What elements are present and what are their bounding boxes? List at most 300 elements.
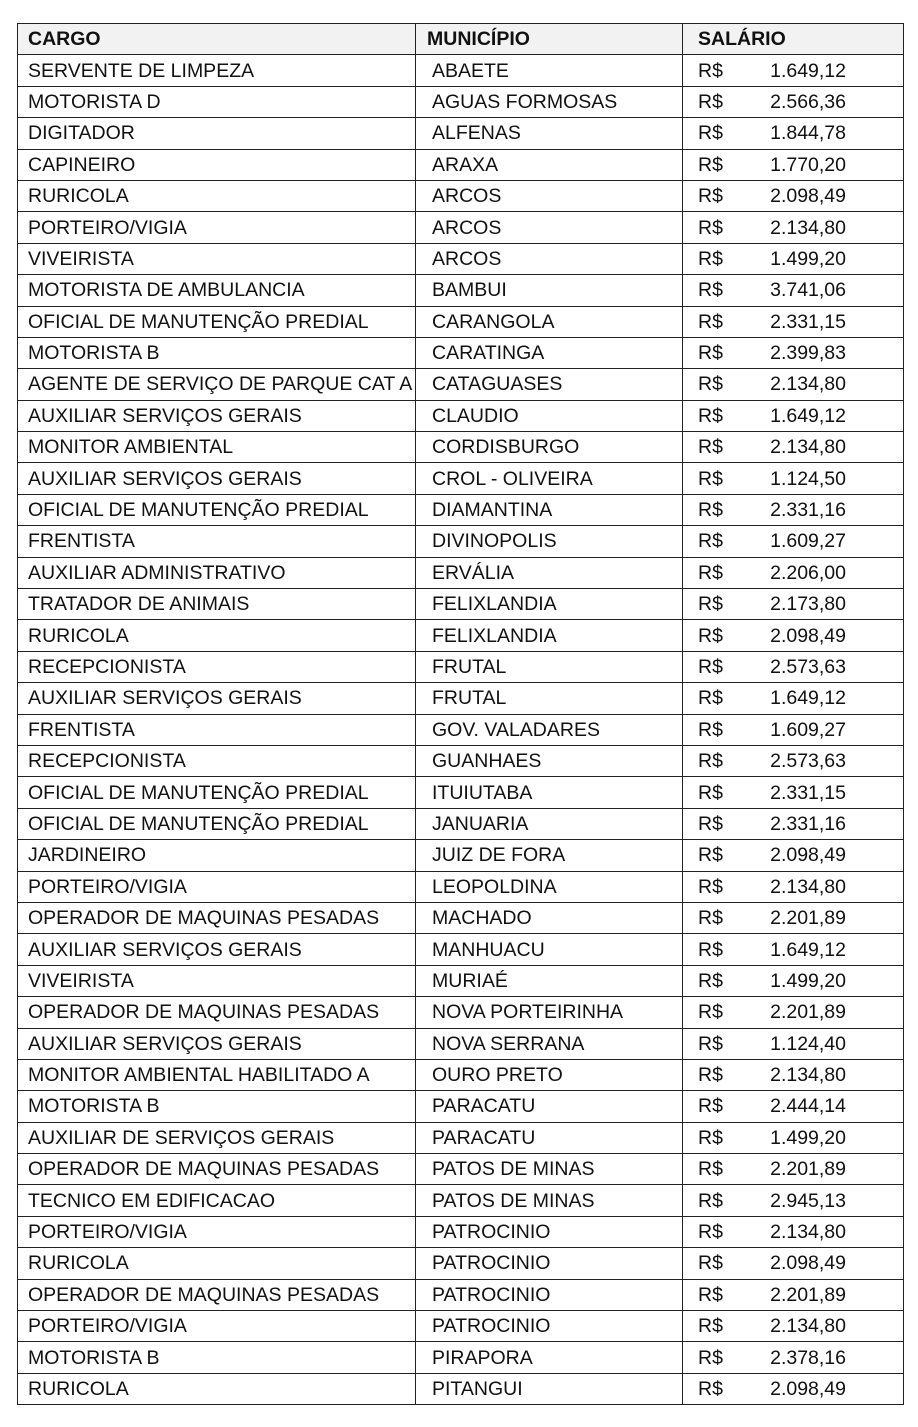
salary-amount: 1.844,78: [770, 122, 846, 145]
cell-municipio: ALFENAS: [416, 118, 683, 149]
salary-amount: 2.201,89: [770, 907, 846, 930]
cell-salario: [683, 526, 904, 557]
cell-municipio: GUANHAES: [416, 745, 683, 776]
cell-municipio: CATAGUASES: [416, 369, 683, 400]
cell-cargo: CAPINEIRO: [18, 149, 416, 180]
salary-value-group: [698, 432, 846, 462]
table-row: [18, 55, 904, 86]
salary-amount: 2.098,49: [770, 1377, 846, 1400]
salary-amount: 2.173,80: [770, 593, 846, 616]
cell-municipio: PATROCINIO: [416, 1248, 683, 1279]
salary-amount: 2.331,16: [770, 499, 846, 522]
currency-symbol: R$: [698, 656, 723, 678]
cell-salario: [683, 934, 904, 965]
cell-salario: [683, 714, 904, 745]
table-row: [18, 86, 904, 117]
salary-value-group: [698, 683, 846, 713]
salary-amount: 1.649,12: [770, 687, 846, 710]
salary-value-group: [698, 338, 846, 368]
salary-value-group: [698, 746, 846, 776]
cell-salario: [683, 808, 904, 839]
currency-symbol: R$: [698, 844, 723, 867]
currency-symbol: R$: [698, 1283, 723, 1306]
cell-municipio: NOVA SERRANA: [416, 1028, 683, 1059]
salary-value-group: [698, 464, 846, 494]
cell-salario: [683, 1059, 904, 1090]
cell-salario: [683, 683, 904, 714]
salary-value-group: [698, 809, 846, 839]
cell-municipio: CROL - OLIVEIRA: [416, 463, 683, 494]
salary-amount: 2.098,49: [770, 844, 846, 867]
salary-amount: 2.134,80: [770, 373, 846, 396]
currency-symbol: R$: [698, 875, 723, 898]
table-row: [18, 1373, 904, 1404]
cell-salario: [683, 1091, 904, 1122]
currency-symbol: R$: [698, 1001, 723, 1024]
cell-salario: [683, 745, 904, 776]
salary-amount: 2.201,89: [770, 1001, 846, 1024]
table-header: [18, 24, 904, 55]
cell-municipio: CLAUDIO: [416, 400, 683, 431]
currency-symbol: R$: [698, 1158, 723, 1181]
salary-value-group: [698, 1343, 846, 1373]
table-row: [18, 149, 904, 180]
salary-table: [17, 23, 904, 1405]
cell-salario: [683, 337, 904, 368]
table-row: [18, 965, 904, 996]
salary-value-group: [698, 150, 846, 180]
cell-salario: [683, 1185, 904, 1216]
table-row: [18, 432, 904, 463]
currency-symbol: R$: [698, 530, 723, 553]
cell-salario: [683, 1373, 904, 1404]
cell-municipio: DIAMANTINA: [416, 494, 683, 525]
cell-municipio: PARACATU: [416, 1091, 683, 1122]
currency-symbol: R$: [698, 969, 723, 992]
cell-cargo: JARDINEIRO: [18, 840, 416, 871]
cell-municipio: PARACATU: [416, 1122, 683, 1153]
table-row: [18, 1248, 904, 1279]
cell-salario: [683, 902, 904, 933]
cell-cargo: RURICOLA: [18, 180, 416, 211]
cell-salario: [683, 651, 904, 682]
cell-cargo: PORTEIRO/VIGIA: [18, 1311, 416, 1342]
header-municipio: MUNICÍPIO: [416, 24, 683, 55]
cell-cargo: DIGITADOR: [18, 118, 416, 149]
table-row: [18, 306, 904, 337]
table-row: [18, 745, 904, 776]
cell-salario: [683, 777, 904, 808]
cell-salario: [683, 275, 904, 306]
cell-cargo: AUXILIAR SERVIÇOS GERAIS: [18, 463, 416, 494]
salary-value-group: [698, 275, 846, 305]
cell-cargo: TRATADOR DE ANIMAIS: [18, 589, 416, 620]
salary-value-group: [698, 1374, 846, 1404]
cell-municipio: CARANGOLA: [416, 306, 683, 337]
table-row: [18, 180, 904, 211]
cell-cargo: RURICOLA: [18, 1248, 416, 1279]
table-row: [18, 1154, 904, 1185]
cell-municipio: DIVINOPOLIS: [416, 526, 683, 557]
salary-amount: 2.945,13: [770, 1189, 846, 1212]
cell-municipio: LEOPOLDINA: [416, 871, 683, 902]
table-row: [18, 683, 904, 714]
currency-symbol: R$: [698, 1377, 723, 1400]
cell-municipio: ARCOS: [416, 180, 683, 211]
table-row: [18, 400, 904, 431]
table-row: [18, 494, 904, 525]
salary-amount: 2.098,49: [770, 1252, 846, 1275]
table-row: [18, 871, 904, 902]
currency-symbol: R$: [698, 59, 723, 82]
salary-value-group: [698, 1060, 846, 1090]
table-row: [18, 1342, 904, 1373]
cell-salario: [683, 369, 904, 400]
cell-cargo: OFICIAL DE MANUTENÇÃO PREDIAL: [18, 494, 416, 525]
currency-symbol: R$: [698, 1095, 723, 1118]
cell-salario: [683, 1311, 904, 1342]
salary-amount: 2.206,00: [770, 561, 846, 584]
salary-amount: 2.134,80: [770, 1315, 846, 1338]
cell-municipio: ARAXA: [416, 149, 683, 180]
salary-amount: 2.098,49: [770, 185, 846, 208]
currency-symbol: R$: [698, 1315, 723, 1338]
currency-symbol: R$: [698, 499, 723, 522]
salary-value-group: [698, 181, 846, 211]
salary-amount: 1.770,20: [770, 153, 846, 176]
table-row: [18, 934, 904, 965]
currency-symbol: R$: [698, 122, 723, 145]
salary-amount: 2.566,36: [770, 90, 846, 113]
salary-amount: 2.399,83: [770, 342, 846, 365]
cell-cargo: SERVENTE DE LIMPEZA: [18, 55, 416, 86]
cell-salario: [683, 557, 904, 588]
cell-cargo: PORTEIRO/VIGIA: [18, 212, 416, 243]
salary-amount: 2.201,89: [770, 1283, 846, 1306]
table-row: [18, 651, 904, 682]
salary-amount: 2.201,89: [770, 1158, 846, 1181]
cell-cargo: PORTEIRO/VIGIA: [18, 1216, 416, 1247]
cell-cargo: MONITOR AMBIENTAL HABILITADO A: [18, 1059, 416, 1090]
cell-municipio: ARCOS: [416, 243, 683, 274]
salary-value-group: [698, 213, 846, 243]
salary-value-group: [698, 778, 846, 808]
salary-value-group: [698, 56, 846, 86]
currency-symbol: R$: [698, 624, 723, 647]
cell-salario: [683, 55, 904, 86]
salary-value-group: [698, 307, 846, 337]
salary-value-group: [698, 903, 846, 933]
salary-value-group: [698, 558, 846, 588]
cell-municipio: PATROCINIO: [416, 1279, 683, 1310]
cell-municipio: PATOS DE MINAS: [416, 1185, 683, 1216]
cell-salario: [683, 463, 904, 494]
currency-symbol: R$: [698, 467, 723, 490]
table-row: [18, 902, 904, 933]
cell-cargo: OFICIAL DE MANUTENÇÃO PREDIAL: [18, 306, 416, 337]
salary-amount: 2.134,80: [770, 1064, 846, 1087]
cell-municipio: MURIAÉ: [416, 965, 683, 996]
cell-salario: [683, 1028, 904, 1059]
salary-value-group: [698, 1029, 846, 1059]
table-row: [18, 557, 904, 588]
salary-amount: 1.649,12: [770, 59, 846, 82]
cell-salario: [683, 180, 904, 211]
salary-amount: 2.378,16: [770, 1346, 846, 1369]
cell-municipio: MANHUACU: [416, 934, 683, 965]
table-row: [18, 463, 904, 494]
salary-amount: 1.649,12: [770, 938, 846, 961]
salary-amount: 2.331,15: [770, 310, 846, 333]
salary-value-group: [698, 1311, 846, 1341]
table-row: [18, 526, 904, 557]
cell-salario: [683, 1248, 904, 1279]
header-cargo: CARGO: [18, 24, 416, 55]
salary-value-group: [698, 840, 846, 870]
cell-municipio: ABAETE: [416, 55, 683, 86]
currency-symbol: R$: [698, 781, 723, 804]
currency-symbol: R$: [698, 90, 723, 113]
cell-cargo: AUXILIAR SERVIÇOS GERAIS: [18, 934, 416, 965]
cell-cargo: MOTORISTA D: [18, 86, 416, 117]
cell-cargo: RURICOLA: [18, 1373, 416, 1404]
currency-symbol: R$: [698, 373, 723, 396]
currency-symbol: R$: [698, 1221, 723, 1244]
salary-value-group: [698, 1123, 846, 1153]
cell-cargo: OPERADOR DE MAQUINAS PESADAS: [18, 1154, 416, 1185]
salary-value-group: [698, 652, 846, 682]
currency-symbol: R$: [698, 404, 723, 427]
table-row: [18, 212, 904, 243]
salary-value-group: [698, 244, 846, 274]
salary-amount: 1.609,27: [770, 530, 846, 553]
cell-municipio: PATROCINIO: [416, 1216, 683, 1247]
cell-cargo: VIVEIRISTA: [18, 965, 416, 996]
currency-symbol: R$: [698, 907, 723, 930]
header-salario: SALÁRIO: [683, 24, 904, 55]
table-row: [18, 118, 904, 149]
cell-salario: [683, 400, 904, 431]
cell-cargo: AGENTE DE SERVIÇO DE PARQUE CAT A: [18, 369, 416, 400]
cell-municipio: BAMBUI: [416, 275, 683, 306]
table-row: [18, 243, 904, 274]
cell-cargo: MOTORISTA DE AMBULANCIA: [18, 275, 416, 306]
cell-municipio: FRUTAL: [416, 651, 683, 682]
currency-symbol: R$: [698, 1032, 723, 1055]
cell-cargo: RECEPCIONISTA: [18, 745, 416, 776]
cell-salario: [683, 494, 904, 525]
table-row: [18, 1091, 904, 1122]
cell-cargo: RURICOLA: [18, 620, 416, 651]
table-row: [18, 1028, 904, 1059]
table-row: [18, 714, 904, 745]
cell-salario: [683, 118, 904, 149]
cell-salario: [683, 243, 904, 274]
salary-value-group: [698, 1091, 846, 1121]
currency-symbol: R$: [698, 938, 723, 961]
table-row: [18, 777, 904, 808]
table-row: [18, 1122, 904, 1153]
currency-symbol: R$: [698, 279, 723, 302]
table-row: [18, 1185, 904, 1216]
salary-value-group: [698, 1248, 846, 1278]
salary-value-group: [698, 1154, 846, 1184]
salary-amount: 1.124,50: [770, 467, 846, 490]
table-row: [18, 1216, 904, 1247]
salary-value-group: [698, 966, 846, 996]
cell-salario: [683, 871, 904, 902]
cell-cargo: FRENTISTA: [18, 526, 416, 557]
currency-symbol: R$: [698, 593, 723, 616]
cell-cargo: MOTORISTA B: [18, 1091, 416, 1122]
table-row: [18, 369, 904, 400]
cell-cargo: OFICIAL DE MANUTENÇÃO PREDIAL: [18, 777, 416, 808]
currency-symbol: R$: [698, 1126, 723, 1149]
cell-cargo: OPERADOR DE MAQUINAS PESADAS: [18, 902, 416, 933]
table-row: [18, 808, 904, 839]
salary-value-group: [698, 118, 846, 148]
cell-salario: [683, 1216, 904, 1247]
currency-symbol: R$: [698, 247, 723, 270]
currency-symbol: R$: [698, 812, 723, 835]
salary-amount: 2.573,63: [770, 656, 846, 678]
salary-amount: 2.331,15: [770, 781, 846, 804]
cell-cargo: AUXILIAR ADMINISTRATIVO: [18, 557, 416, 588]
table-row: [18, 1279, 904, 1310]
salary-amount: 1.124,40: [770, 1032, 846, 1055]
table-row: [18, 840, 904, 871]
currency-symbol: R$: [698, 1064, 723, 1087]
salary-amount: 3.741,06: [770, 279, 846, 302]
cell-salario: [683, 1154, 904, 1185]
cell-salario: [683, 306, 904, 337]
salary-value-group: [698, 495, 846, 525]
salary-amount: 2.098,49: [770, 624, 846, 647]
cell-salario: [683, 589, 904, 620]
cell-salario: [683, 1342, 904, 1373]
cell-cargo: AUXILIAR SERVIÇOS GERAIS: [18, 683, 416, 714]
currency-symbol: R$: [698, 687, 723, 710]
table-row: [18, 997, 904, 1028]
cell-municipio: CORDISBURGO: [416, 432, 683, 463]
salary-amount: 2.134,80: [770, 436, 846, 459]
cell-cargo: OPERADOR DE MAQUINAS PESADAS: [18, 997, 416, 1028]
currency-symbol: R$: [698, 1346, 723, 1369]
table-row: [18, 275, 904, 306]
table-body: [18, 55, 904, 1405]
cell-salario: [683, 997, 904, 1028]
cell-municipio: ARCOS: [416, 212, 683, 243]
salary-table-container: [17, 23, 903, 1405]
table-row: [18, 1311, 904, 1342]
cell-salario: [683, 432, 904, 463]
table-row: [18, 620, 904, 651]
cell-cargo: OFICIAL DE MANUTENÇÃO PREDIAL: [18, 808, 416, 839]
salary-amount: 2.134,80: [770, 216, 846, 239]
cell-municipio: PATOS DE MINAS: [416, 1154, 683, 1185]
cell-municipio: ITUIUTABA: [416, 777, 683, 808]
salary-value-group: [698, 997, 846, 1027]
cell-cargo: RECEPCIONISTA: [18, 651, 416, 682]
cell-cargo: MONITOR AMBIENTAL: [18, 432, 416, 463]
cell-municipio: ERVÁLIA: [416, 557, 683, 588]
currency-symbol: R$: [698, 342, 723, 365]
cell-municipio: OURO PRETO: [416, 1059, 683, 1090]
cell-salario: [683, 840, 904, 871]
cell-salario: [683, 1122, 904, 1153]
currency-symbol: R$: [698, 561, 723, 584]
cell-cargo: AUXILIAR SERVIÇOS GERAIS: [18, 1028, 416, 1059]
cell-cargo: AUXILIAR SERVIÇOS GERAIS: [18, 400, 416, 431]
cell-cargo: FRENTISTA: [18, 714, 416, 745]
salary-value-group: [698, 715, 846, 745]
cell-municipio: NOVA PORTEIRINHA: [416, 997, 683, 1028]
cell-municipio: GOV. VALADARES: [416, 714, 683, 745]
salary-value-group: [698, 621, 846, 651]
currency-symbol: R$: [698, 1252, 723, 1275]
salary-amount: 1.499,20: [770, 969, 846, 992]
cell-municipio: FRUTAL: [416, 683, 683, 714]
currency-symbol: R$: [698, 718, 723, 741]
salary-amount: 2.331,16: [770, 812, 846, 835]
salary-value-group: [698, 589, 846, 619]
salary-value-group: [698, 526, 846, 556]
cell-municipio: PATROCINIO: [416, 1311, 683, 1342]
cell-salario: [683, 212, 904, 243]
cell-cargo: TECNICO EM EDIFICACAO: [18, 1185, 416, 1216]
cell-salario: [683, 965, 904, 996]
salary-amount: 1.649,12: [770, 404, 846, 427]
cell-cargo: PORTEIRO/VIGIA: [18, 871, 416, 902]
salary-amount: 1.499,20: [770, 1126, 846, 1149]
cell-salario: [683, 149, 904, 180]
cell-cargo: OPERADOR DE MAQUINAS PESADAS: [18, 1279, 416, 1310]
cell-municipio: PITANGUI: [416, 1373, 683, 1404]
salary-value-group: [698, 1217, 846, 1247]
cell-cargo: VIVEIRISTA: [18, 243, 416, 274]
salary-value-group: [698, 1280, 846, 1310]
salary-value-group: [698, 87, 846, 117]
salary-amount: 2.134,80: [770, 1221, 846, 1244]
salary-amount: 2.444,14: [770, 1095, 846, 1118]
header-row: [18, 24, 904, 55]
salary-amount: 1.609,27: [770, 718, 846, 741]
currency-symbol: R$: [698, 436, 723, 459]
table-row: [18, 589, 904, 620]
salary-value-group: [698, 369, 846, 399]
cell-municipio: JUIZ DE FORA: [416, 840, 683, 871]
cell-salario: [683, 1279, 904, 1310]
salary-value-group: [698, 1186, 846, 1216]
currency-symbol: R$: [698, 1189, 723, 1212]
cell-municipio: FELIXLANDIA: [416, 589, 683, 620]
currency-symbol: R$: [698, 216, 723, 239]
salary-amount: 2.573,63: [770, 750, 846, 773]
table-row: [18, 1059, 904, 1090]
salary-value-group: [698, 401, 846, 431]
cell-municipio: JANUARIA: [416, 808, 683, 839]
table-row: [18, 337, 904, 368]
salary-amount: 2.134,80: [770, 875, 846, 898]
salary-value-group: [698, 935, 846, 965]
cell-municipio: PIRAPORA: [416, 1342, 683, 1373]
cell-municipio: FELIXLANDIA: [416, 620, 683, 651]
currency-symbol: R$: [698, 310, 723, 333]
cell-salario: [683, 86, 904, 117]
salary-value-group: [698, 872, 846, 902]
cell-municipio: AGUAS FORMOSAS: [416, 86, 683, 117]
cell-salario: [683, 620, 904, 651]
